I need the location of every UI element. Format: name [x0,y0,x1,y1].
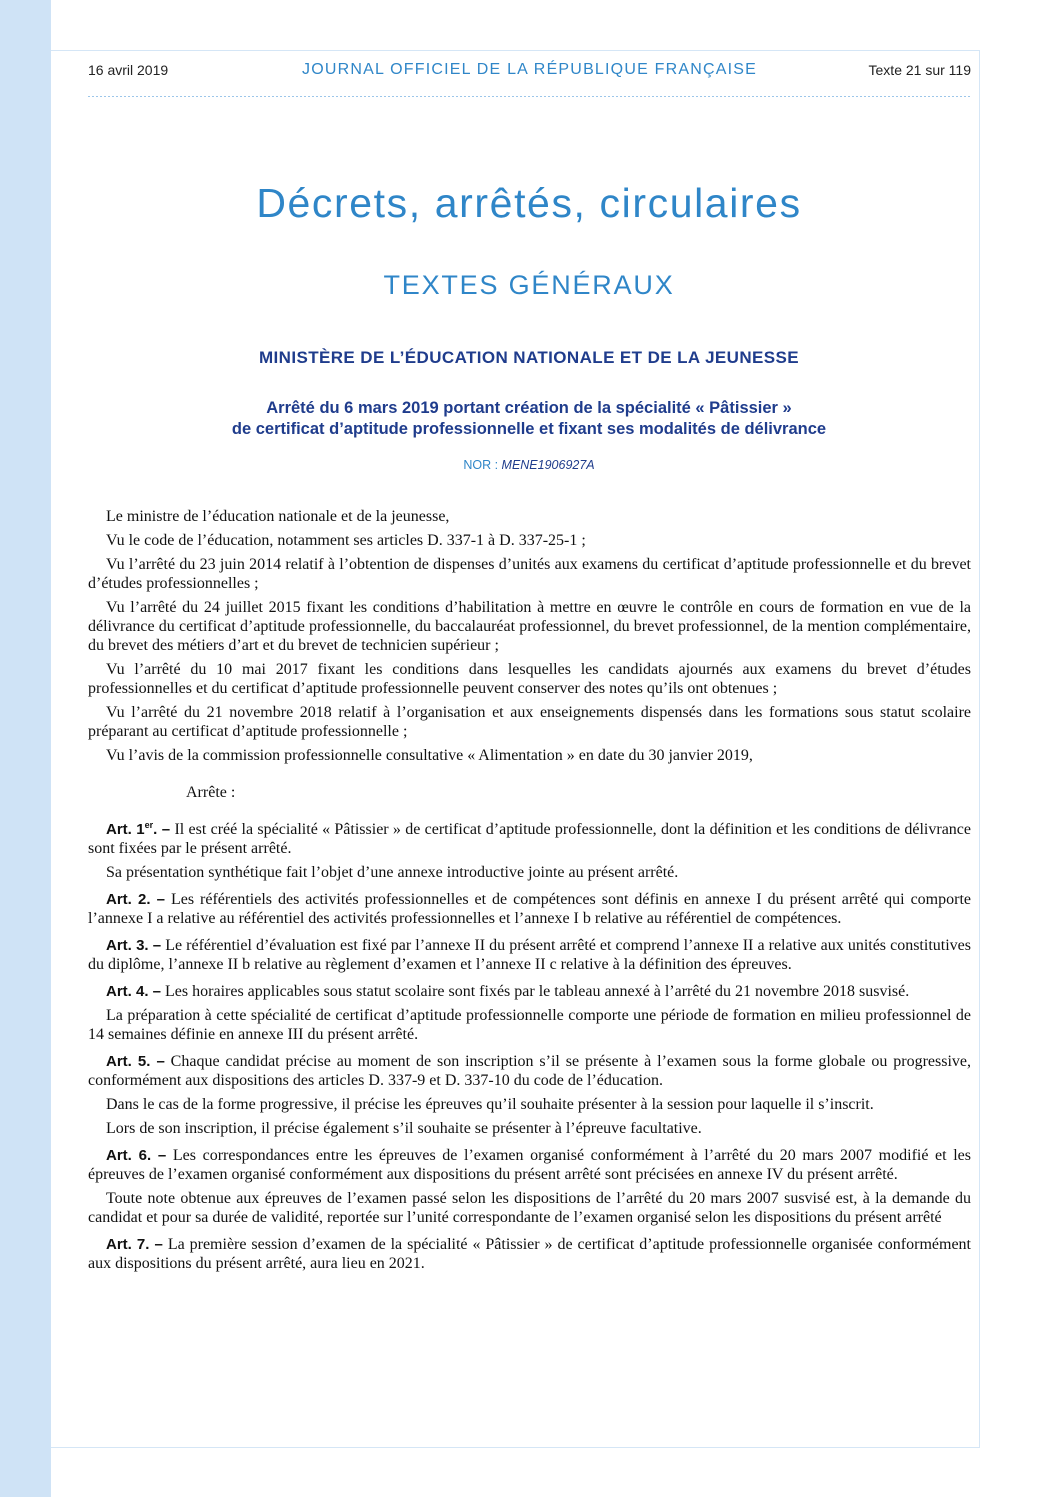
article-6 [88,1146,971,1184]
article-6-text: Les correspondances entre les épreuves de l’examen organisé conformément à l’arrêté du 20 mars 2007 modifié et les épreuves de l’examen organisé conformément aux dispositions du présent arrêté sont précisées en annexe IV du présent arrêté. [88,1147,971,1183]
preamble-paragraph: Vu le code de l’éducation, notamment ses articles D. 337-1 à D. 337-25-1 ; [106,532,586,549]
article-1 [88,816,971,858]
ministry-heading: MINISTÈRE DE L’ÉDUCATION NATIONALE ET DE LA JEUNESSE [259,348,799,367]
section-subtitle: TEXTES GÉNÉRAUX [383,270,675,300]
header-date: 16 avril 2019 [88,62,169,78]
article-7-label: Art. 7. – [106,1236,163,1253]
article-5-paragraph-2: Dans le cas de la forme progressive, il précise les épreuves qu’il souhaite présenter à la session pour laquelle il s’inscrit. [106,1096,874,1113]
article-6-paragraph-2: Toute note obtenue aux épreuves de l’examen passé selon les dispositions de l’arrêté du 20 mars 2007 susvisé est, à la demande du candidat et pour sa durée de validité, reportée sur l’unité correspondante de l’examen organisé selon les dispositions du présent arrêté [88,1190,971,1226]
article-7-text: La première session d’examen de la spécialité « Pâtissier » de certificat d’aptitude professionnelle organisée conformément aux dispositions du présent arrêté, aura lieu en 2021. [88,1236,971,1272]
page-header [88,62,971,84]
article-1-text: Il est créé la spécialité « Pâtissier » de certificat d’aptitude professionnelle, dont la définition et les conditions de délivrance sont fixées par le présent arrêté. [88,821,972,857]
article-1-label: Art. 1er. – [106,820,171,838]
article-4 [88,982,971,1001]
article-5-label: Art. 5. – [106,1053,165,1070]
article-5-paragraph-3: Lors de son inscription, il précise également s’il souhaite se présenter à l’épreuve facultative. [106,1120,702,1137]
article-3-text: Le référentiel d’évaluation est fixé par l’annexe II du présent arrêté et comprend l’annexe II a relative aux unités constitutives du diplôme, l’annexe II b relative au règlement d’examen et l’annexe II c relative à la définition des épreuves. [88,937,971,973]
article-5-text: Chaque candidat précise au moment de son inscription s’il se présente à l’examen sous la forme globale ou progressive, conformément aux dispositions des articles D. 337-9 et D. 337-10 du code de l’éducation. [88,1053,972,1089]
decree-title-line-1: Arrêté du 6 mars 2019 portant création de la spécialité « Pâtissier » [266,399,792,417]
nor-code: MENE1906927A [501,458,595,472]
preamble-paragraph: Vu l’arrêté du 21 novembre 2018 relatif à l’organisation et aux enseignements dispensés dans les formations sous statut scolaire préparant au certificat d’aptitude professionnelle ; [88,704,971,740]
article-4-text: Les horaires applicables sous statut scolaire sont fixés par le tableau annexé à l’arrêté du 21 novembre 2018 susvisé. [161,983,910,1000]
header-text-number: Texte 21 sur 119 [868,62,971,78]
preamble-paragraph: Vu l’arrêté du 24 juillet 2015 fixant les conditions d’habilitation à mettre en œuvre le contrôle en cours de formation en vue de la délivrance du certificat d’aptitude professionnelle, du baccalauréat professionnel, du brevet professionnel, de la mention complémentaire, du brevet des métiers d’art et du brevet de technicien supérieur ; [88,599,971,654]
preamble-paragraph: Le ministre de l’éducation nationale et de la jeunesse, [106,508,450,525]
preamble-paragraph: Vu l’avis de la commission professionnelle consultative « Alimentation » en date du 30 janvier 2019, [106,747,753,764]
preamble-paragraph: Vu l’arrêté du 10 mai 2017 fixant les conditions dans lesquelles les candidats ajournés aux examens du brevet d’études professionnelles et du certificat d’aptitude professionnelle peuvent conserver des notes qu’ils ont obtenues ; [88,661,971,697]
article-2-label: Art. 2. – [106,891,165,908]
article-4-paragraph-2: La préparation à cette spécialité de certificat d’aptitude professionnelle comporte une période de formation en milieu professionnel de 14 semaines définie en annexe III du présent arrêté. [88,1007,971,1043]
preamble-paragraph: Vu l’arrêté du 23 juin 2014 relatif à l’obtention de dispenses d’unités aux examens du certificat d’aptitude professionnelle et du brevet d’études professionnelles ; [88,556,971,592]
article-4-label: Art. 4. – [106,983,162,1000]
nor-reference [0,458,1058,472]
article-1-paragraph-2: Sa présentation synthétique fait l’objet d’une annexe introductive jointe au présent arrêté. [106,864,679,881]
article-3 [88,936,971,974]
header-journal-title: JOURNAL OFFICIEL DE LA RÉPUBLIQUE FRANÇAISE [302,61,757,78]
decree-title [0,398,1058,440]
section-title: Décrets, arrêtés, circulaires [256,180,802,226]
decree-title-line-2: de certificat d’aptitude professionnelle et fixant ses modalités de délivrance [231,420,827,438]
decree-body [88,507,971,1278]
article-2 [88,890,971,928]
article-3-label: Art. 3. – [106,937,162,954]
article-2-text: Les référentiels des activités professionnelles et de compétences sont définis en annexe I du présent arrêté qui comporte l’annexe I a relative au référentiel des activités professionnelles et l’annexe I b relative au référentiel de compétences. [88,891,971,927]
article-7 [88,1235,971,1273]
header-divider [88,96,971,97]
arrete-word: Arrête : [186,784,236,801]
article-5 [88,1052,971,1090]
nor-label: NOR : [463,458,502,472]
article-6-label: Art. 6. – [106,1147,167,1164]
